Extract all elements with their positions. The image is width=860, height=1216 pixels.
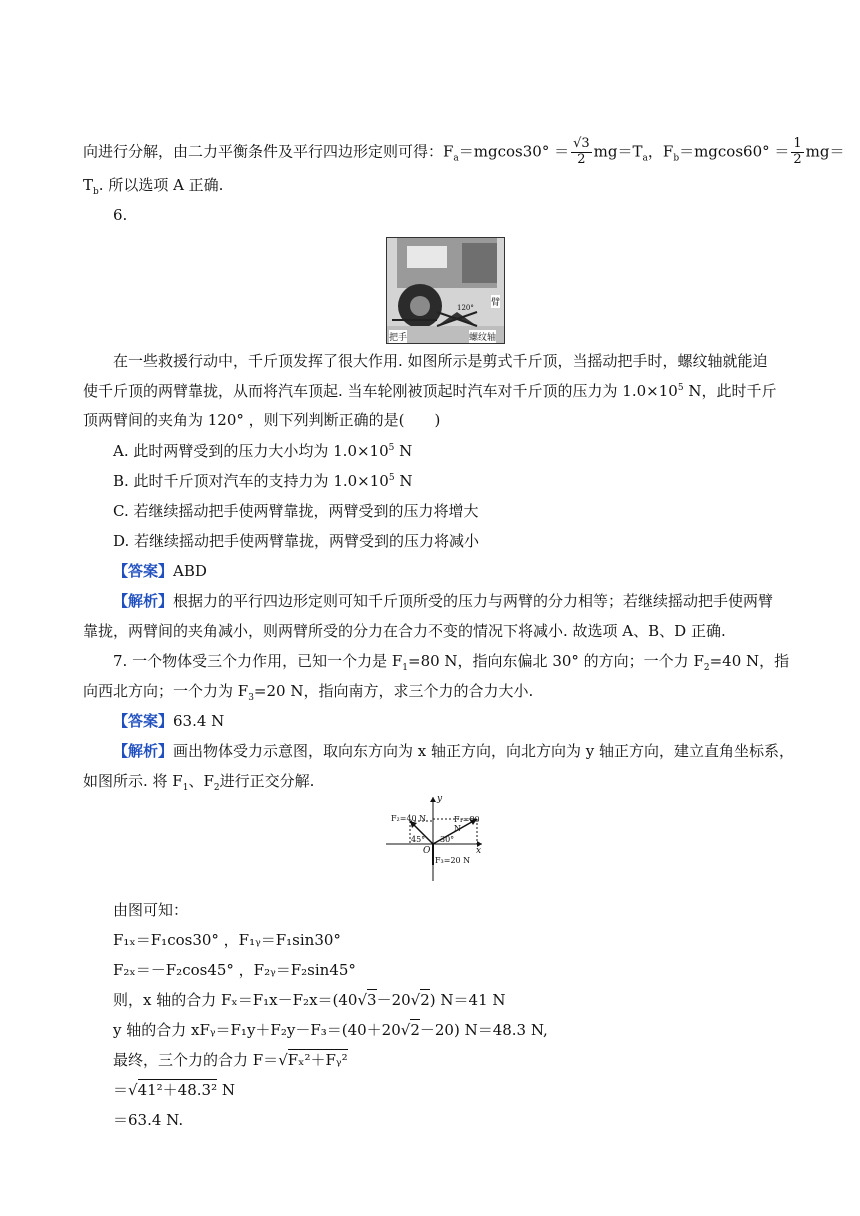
prev-line-1: 向进行分解，由二力平衡条件及平行四边形定则可得：$F_a=mgcos30^\circ$ ＝ $\frac{√3}{2}$ $mg=T_a$，$F_b=mgcos60^\circ$ ＝ $\frac{1}{2}$ mg＝ [83,136,845,167]
scissor-jack-photo [386,237,505,344]
force-diagram [384,793,488,883]
solution-line-4: y 轴的合力 xFᵧ＝F₁y＋F₂y－F₃＝(40＋20√2－20) N＝48.3 N, [113,1021,548,1039]
angle-30-label: 30° [440,835,455,844]
solution-line-5: 最终，三个力的合力 F＝√Fₓ²＋Fᵧ² [113,1051,348,1069]
solution-line-3: 则，x 轴的合力 Fₓ＝F₁x－F₂x＝(40√3－20√2) N＝41 N [113,991,506,1009]
fraction-1-over-2: $\frac{1}{2}$ [793,136,802,167]
solution-line-2: F₂ₓ＝－F₂cos45° ，F₂ᵧ＝F₂sin45° [113,961,356,979]
question-6-analysis-2: 靠拢，两臂间的夹角减小，则两臂所受的分力在合力不变的情况下将减小. 故选项 A、B、D 正确. [83,622,726,640]
option-a: A. 此时两臂受到的压力大小均为 $1.0\times 10^5$ N [113,442,413,460]
y-axis-label: y [437,794,443,804]
question-6-answer: 【答案】ABD [113,562,207,580]
question-6-stem-1: 在一些救援行动中，千斤顶发挥了很大作用. 如图所示是剪式千斤顶，当摇动把手时，螺纹轴就能迫 [113,352,768,370]
solution-line-6: ＝√41²＋48.3² N [113,1081,235,1099]
solution-line-7: ＝63.4 N. [113,1111,184,1129]
question-6-number: 6. [113,206,128,224]
photo-label-handle: 把手 [389,330,407,343]
x-axis-label: x [476,846,482,856]
solution-intro: 由图可知： [113,901,189,919]
prev-line-2: $T_b$. 所以选项 A 正确. [83,176,224,197]
question-7-analysis-1: 【解析】画出物体受力示意图，取向东方向为 x 轴正方向，向北方向为 y 轴正方向，建立直角坐标系， [113,742,795,760]
option-d: D. 若继续摇动把手使两臂靠拢，两臂受到的压力将减小 [113,532,480,550]
origin-label: O [423,846,431,856]
analysis-tag: 【解析】 [113,592,174,610]
fraction-sqrt3-over-2: $\frac{√3}{2}$ [573,136,590,167]
photo-label-screw: 螺纹轴 [469,330,496,343]
answer-tag: 【答案】 [113,562,174,580]
question-6-stem-2: 使千斤顶的两臂靠拢，从而将汽车顶起. 当车轮刚被顶起时汽车对千斤顶的压力为 $1.0\times 10^5$ N，此时千斤 [83,382,777,400]
f3-label: F₃=20 N [435,856,471,865]
photo-label-arm: 臂 [491,295,500,308]
question-6-stem-3: 顶两臂间的夹角为 120° ，则下列判断正确的是( ) [83,411,441,429]
option-c: C. 若继续摇动把手使两臂靠拢，两臂受到的压力将增大 [113,502,479,520]
answer-tag: 【答案】 [113,712,174,730]
question-7-answer: 【答案】63.4 N [113,712,225,730]
analysis-tag: 【解析】 [113,742,174,760]
solution-line-1: F₁ₓ＝F₁cos30° ，F₁ᵧ＝F₁sin30° [113,931,341,949]
f2-label: F₂=40 N [391,814,427,823]
angle-45-label: 45° [411,835,426,844]
question-7-stem-1: 7. 一个物体受三个力作用，已知一个力是 $F_1=80$ N，指向东偏北 30° 的方向；一个力 $F_2=40$ N，指 [113,652,790,673]
option-b: B. 此时千斤顶对汽车的支持力为 $1.0\times 10^5$ N [113,472,413,490]
question-7-stem-2: 向西北方向；一个力为 $F_3=20$ N，指向南方，求三个力的合力大小. [83,682,534,703]
f1-label: F₁=80 N [454,815,480,833]
question-7-analysis-2: 如图所示. 将 $F_1$、$F_2$进行正交分解. [83,772,315,793]
question-6-analysis-1: 【解析】根据力的平行四边形定则可知千斤顶所受的压力与两臂的分力相等；若继续摇动把手使两臂 [113,592,774,610]
photo-label-angle: 120° [457,304,474,312]
